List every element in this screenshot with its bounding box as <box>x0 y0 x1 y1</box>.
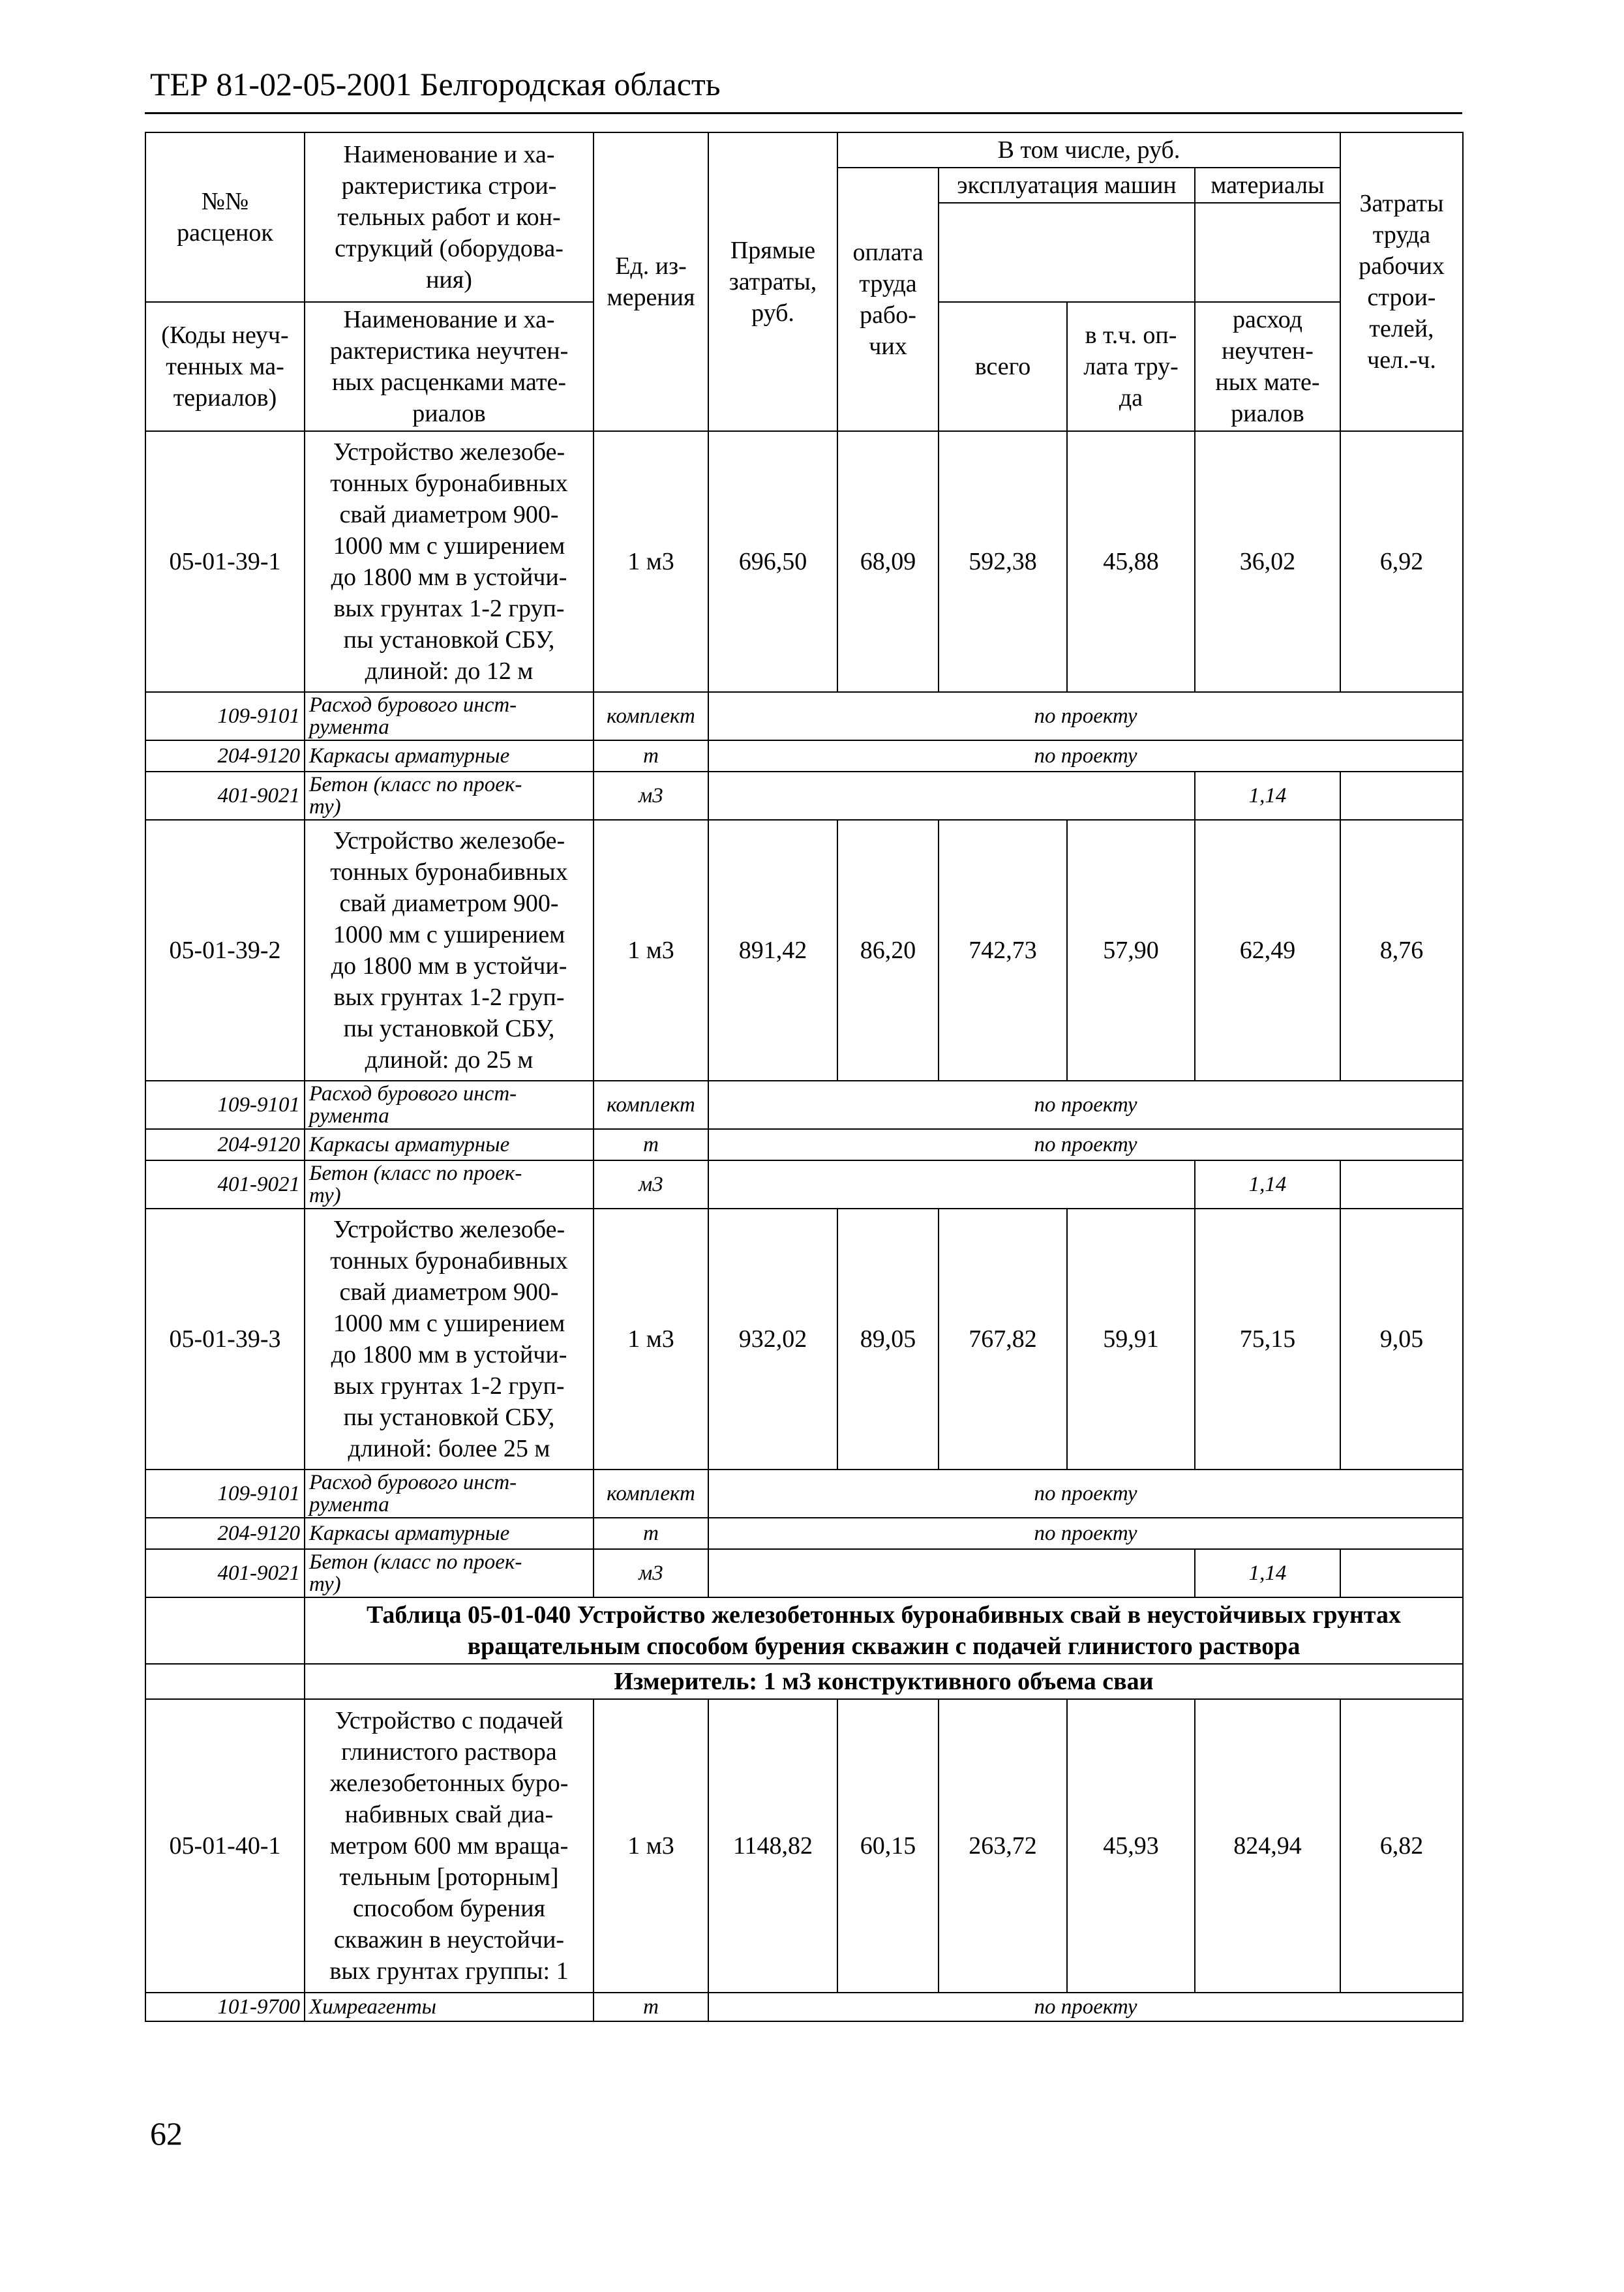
rate-materials: 824,94 <box>1195 1699 1340 1993</box>
material-unit: т <box>594 1518 708 1549</box>
header-wages: оплата труда рабо- чих <box>837 168 939 431</box>
material-blank-labor <box>1340 1549 1463 1597</box>
material-row <box>145 1549 1463 1597</box>
header-machines: эксплуатация машин <box>939 168 1195 203</box>
material-blank <box>708 1549 1195 1597</box>
material-code: 101-9700 <box>145 1993 305 2021</box>
rate-machines-wages: 57,90 <box>1067 820 1195 1081</box>
material-name: Расход бурового инст- румента <box>305 1470 594 1518</box>
rate-machines-wages: 45,93 <box>1067 1699 1195 1993</box>
material-name: Каркасы арматурные <box>305 740 594 772</box>
header-machines-total: всего <box>939 302 1067 431</box>
rate-name: Устройство железобе- тонных буронабивных свай диаметром 900- 1000 мм с уширением до 1800 мм в устойчи- вых грунтах 1-2 груп- пы установкой СБУ, длиной: до 12 м <box>305 431 594 692</box>
rate-row <box>145 431 1463 692</box>
material-code: 401-9021 <box>145 1160 305 1209</box>
header-materials: материалы <box>1195 168 1340 203</box>
material-blank <box>708 1160 1195 1209</box>
rate-labor: 6,92 <box>1340 431 1463 692</box>
rate-materials: 62,49 <box>1195 820 1340 1081</box>
rate-machines-total: 592,38 <box>939 431 1067 692</box>
material-unit: т <box>594 1129 708 1160</box>
section-blank-cell <box>145 1597 305 1664</box>
rate-wages: 86,20 <box>837 820 939 1081</box>
rate-row <box>145 1699 1463 1993</box>
page-number: 62 <box>150 2115 183 2152</box>
rate-row <box>145 1209 1463 1470</box>
material-code: 109-9101 <box>145 692 305 740</box>
material-row <box>145 772 1463 820</box>
material-row <box>145 1160 1463 1209</box>
material-code: 204-9120 <box>145 740 305 772</box>
section-title-row <box>145 1597 1463 1664</box>
rate-wages: 89,05 <box>837 1209 939 1470</box>
rate-unit: 1 м3 <box>594 1699 708 1993</box>
rate-wages: 60,15 <box>837 1699 939 1993</box>
rate-direct-costs: 932,02 <box>708 1209 837 1470</box>
header-direct-costs: Прямые затраты, руб. <box>708 132 837 431</box>
rate-materials: 75,15 <box>1195 1209 1340 1470</box>
material-unit: комплект <box>594 1470 708 1518</box>
material-code: 401-9021 <box>145 1549 305 1597</box>
material-unit: комплект <box>594 1081 708 1129</box>
header-code: №№ расценок <box>145 132 305 302</box>
material-usage: по проекту <box>708 740 1463 772</box>
material-row <box>145 1129 1463 1160</box>
material-unit: т <box>594 740 708 772</box>
material-usage: 1,14 <box>1195 772 1340 820</box>
header-blank-materials <box>1195 203 1340 302</box>
material-name: Бетон (класс по проек- ту) <box>305 772 594 820</box>
material-usage: по проекту <box>708 1518 1463 1549</box>
material-row <box>145 1518 1463 1549</box>
rate-unit: 1 м3 <box>594 431 708 692</box>
rate-labor: 8,76 <box>1340 820 1463 1081</box>
rate-direct-costs: 891,42 <box>708 820 837 1081</box>
rate-name: Устройство железобе- тонных буронабивных свай диаметром 900- 1000 мм с уширением до 1800 мм в устойчи- вых грунтах 1-2 груп- пы установкой СБУ, длиной: до 25 м <box>305 820 594 1081</box>
rate-machines-total: 742,73 <box>939 820 1067 1081</box>
header-unit: Ед. из- мерения <box>594 132 708 431</box>
material-name: Каркасы арматурные <box>305 1129 594 1160</box>
rate-wages: 68,09 <box>837 431 939 692</box>
header-rule <box>145 112 1462 114</box>
material-code: 109-9101 <box>145 1081 305 1129</box>
section-title: Таблица 05-01-040 Устройство железобетонных буронабивных свай в неустойчивых грунтах вращательным способом бурения скважин с подачей глинистого раствора <box>305 1597 1463 1664</box>
rate-unit: 1 м3 <box>594 820 708 1081</box>
material-row <box>145 740 1463 772</box>
material-unit: т <box>594 1993 708 2021</box>
material-name: Расход бурового инст- румента <box>305 692 594 740</box>
header-row-1 <box>145 132 1463 168</box>
header-including: В том числе, руб. <box>837 132 1340 168</box>
rate-materials: 36,02 <box>1195 431 1340 692</box>
header-materials-usage: расход неучтен- ных мате- риалов <box>1195 302 1340 431</box>
rate-machines-total: 767,82 <box>939 1209 1067 1470</box>
material-name: Химреагенты <box>305 1993 594 2021</box>
material-blank <box>708 772 1195 820</box>
material-code: 204-9120 <box>145 1518 305 1549</box>
running-title: ТЕР 81-02-05-2001 Белгородская область <box>150 66 721 102</box>
material-code: 109-9101 <box>145 1470 305 1518</box>
material-usage: 1,14 <box>1195 1549 1340 1597</box>
material-name: Бетон (класс по проек- ту) <box>305 1160 594 1209</box>
material-usage: по проекту <box>708 1993 1463 2021</box>
material-unit: м3 <box>594 1160 708 1209</box>
rate-direct-costs: 696,50 <box>708 431 837 692</box>
rate-name: Устройство с подачей глинистого раствора железобетонных буро- набивных свай диа- метром 600 мм враща- тельным [роторным] способом бурения скважин в неустойчи- вых грунтах группы: 1 <box>305 1699 594 1993</box>
material-name: Бетон (класс по проек- ту) <box>305 1549 594 1597</box>
material-usage: по проекту <box>708 1081 1463 1129</box>
rate-name: Устройство железобе- тонных буронабивных свай диаметром 900- 1000 мм с уширением до 1800 мм в устойчи- вых грунтах 1-2 груп- пы установкой СБУ, длиной: более 25 м <box>305 1209 594 1470</box>
header-machines-wages: в т.ч. оп- лата тру- да <box>1067 302 1195 431</box>
rate-machines-wages: 45,88 <box>1067 431 1195 692</box>
rate-row <box>145 820 1463 1081</box>
measure-row <box>145 1664 1463 1699</box>
rate-machines-wages: 59,91 <box>1067 1209 1195 1470</box>
header-name-unaccounted: Наименование и ха- рактеристика неучтен- ных расценками мате- риалов <box>305 302 594 431</box>
rate-direct-costs: 1148,82 <box>708 1699 837 1993</box>
material-usage: по проекту <box>708 1470 1463 1518</box>
header-labor-costs: Затраты труда рабочих строи- телей, чел.-ч. <box>1340 132 1463 431</box>
material-usage: по проекту <box>708 1129 1463 1160</box>
material-unit: м3 <box>594 772 708 820</box>
material-row <box>145 1081 1463 1129</box>
measure-text: Измеритель: 1 м3 конструктивного объема сваи <box>305 1664 1463 1699</box>
material-usage: 1,14 <box>1195 1160 1340 1209</box>
rate-labor: 9,05 <box>1340 1209 1463 1470</box>
material-name: Каркасы арматурные <box>305 1518 594 1549</box>
material-usage: по проекту <box>708 692 1463 740</box>
header-name: Наименование и ха- рактеристика строи- тельных работ и кон- струкций (оборудова- ния) <box>305 132 594 302</box>
material-blank-labor <box>1340 1160 1463 1209</box>
material-row <box>145 1993 1463 2021</box>
material-unit: м3 <box>594 1549 708 1597</box>
rate-code: 05-01-39-3 <box>145 1209 305 1470</box>
material-name: Расход бурового инст- румента <box>305 1081 594 1129</box>
measure-blank-cell <box>145 1664 305 1699</box>
material-row <box>145 1470 1463 1518</box>
material-code: 204-9120 <box>145 1129 305 1160</box>
table-body <box>145 132 1463 2021</box>
material-unit: комплект <box>594 692 708 740</box>
rate-unit: 1 м3 <box>594 1209 708 1470</box>
header-blank-machines <box>939 203 1195 302</box>
material-row <box>145 692 1463 740</box>
rate-labor: 6,82 <box>1340 1699 1463 1993</box>
rate-code: 05-01-40-1 <box>145 1699 305 1993</box>
rate-code: 05-01-39-2 <box>145 820 305 1081</box>
rate-code: 05-01-39-1 <box>145 431 305 692</box>
rate-machines-total: 263,72 <box>939 1699 1067 1993</box>
price-table <box>145 132 1464 2022</box>
material-blank-labor <box>1340 772 1463 820</box>
material-code: 401-9021 <box>145 772 305 820</box>
header-code-unaccounted: (Коды неуч- тенных ма- териалов) <box>145 302 305 431</box>
